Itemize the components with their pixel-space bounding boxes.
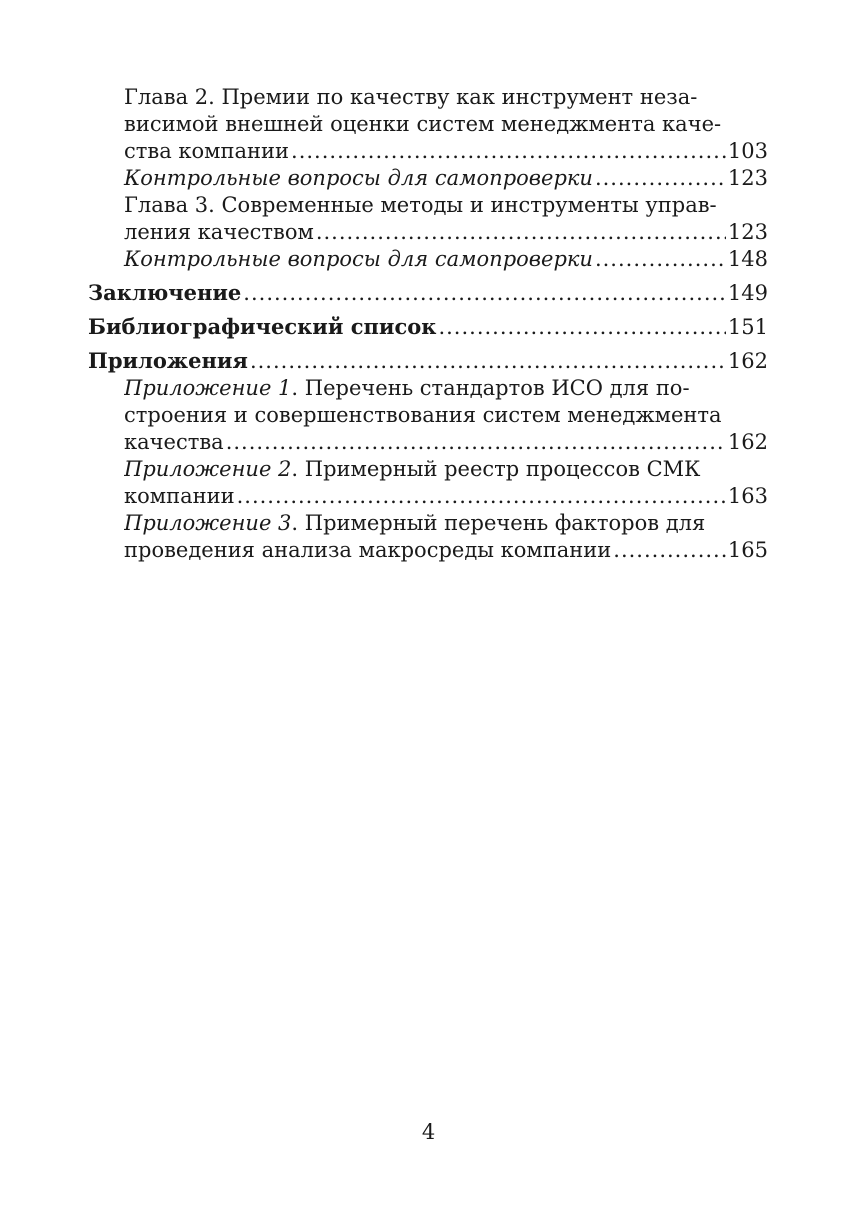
page-ref: 103 xyxy=(727,139,768,163)
page-ref: 162 xyxy=(727,430,768,454)
entry-title: Библиографический список xyxy=(88,314,437,339)
dot-leader xyxy=(438,314,725,341)
table-of-contents xyxy=(88,84,768,564)
appendix-label: Приложение 3 xyxy=(124,511,292,535)
toc-entry-chapter-2-questions[interactable] xyxy=(124,165,768,192)
toc-entry-chapter-2[interactable] xyxy=(124,84,768,165)
dot-leader xyxy=(243,280,726,307)
entry-title-line: ления качеством xyxy=(124,220,314,244)
page-number: 4 xyxy=(421,1120,436,1144)
dot-leader xyxy=(237,483,726,510)
toc-entry-appendix-1[interactable] xyxy=(124,375,768,456)
toc-entry-chapter-3-questions[interactable] xyxy=(124,246,768,273)
entry-title-line xyxy=(124,456,768,483)
entry-title: Заключение xyxy=(88,280,242,305)
entry-title: Контрольные вопросы для самопроверки xyxy=(124,166,593,190)
entry-title-line xyxy=(124,375,768,402)
dot-leader xyxy=(250,348,726,375)
dot-leader xyxy=(291,138,726,165)
entry-title-line: Глава 3. Современные методы и инструменты управ- xyxy=(124,193,717,217)
entry-title: Приложения xyxy=(88,348,248,373)
entry-title-line: компании xyxy=(124,484,235,508)
entry-title-line: строения и совершенствования систем менеджмента xyxy=(124,403,722,427)
entry-title-line xyxy=(124,510,768,537)
page-ref: 162 xyxy=(727,349,768,373)
appendix-label: Приложение 2 xyxy=(124,457,292,481)
toc-entry-appendix-2[interactable] xyxy=(124,456,768,510)
dot-leader xyxy=(595,246,726,273)
appendix-title: . Примерный перечень факторов для xyxy=(291,511,706,535)
dot-leader xyxy=(613,537,726,564)
entry-title-line: проведения анализа макросреды компании xyxy=(124,538,612,562)
appendix-title: . Примерный реестр процессов СМК xyxy=(291,457,701,481)
toc-entry-chapter-3[interactable] xyxy=(124,192,768,246)
entry-title-line: Глава 2. Премии по качеству как инструмент неза- xyxy=(124,85,698,109)
appendix-label: Приложение 1 xyxy=(124,376,292,400)
page-ref: 151 xyxy=(727,315,768,339)
toc-entry-appendices[interactable] xyxy=(88,347,768,375)
page-ref: 165 xyxy=(727,538,768,562)
page-ref: 148 xyxy=(727,247,768,271)
toc-entry-conclusion[interactable] xyxy=(88,279,768,307)
page-ref: 149 xyxy=(727,281,768,305)
entry-title-line: качества xyxy=(124,430,224,454)
entry-title-line: висимой внешней оценки систем менеджмента каче- xyxy=(124,112,722,136)
appendix-title: . Перечень стандартов ИСО для по- xyxy=(291,376,690,400)
toc-entry-appendix-3[interactable] xyxy=(124,510,768,564)
entry-title: Контрольные вопросы для самопроверки xyxy=(124,247,593,271)
entry-title-line: ства компании xyxy=(124,139,290,163)
dot-leader xyxy=(226,429,726,456)
page-ref: 163 xyxy=(727,484,768,508)
dot-leader xyxy=(316,219,726,246)
page-ref: 123 xyxy=(727,166,768,190)
toc-entry-bibliography[interactable] xyxy=(88,313,768,341)
page-ref: 123 xyxy=(727,220,768,244)
dot-leader xyxy=(595,165,726,192)
